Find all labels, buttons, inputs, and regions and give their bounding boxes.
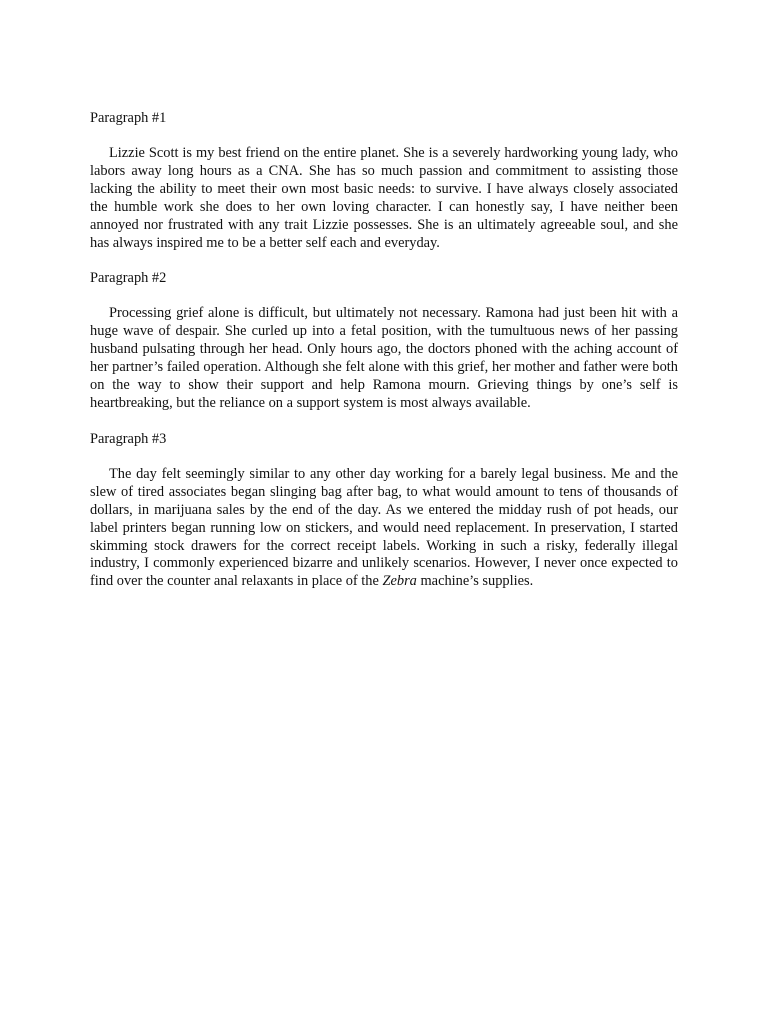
document-page [90,109,678,608]
paragraph-2-heading: Paragraph #2 [90,270,167,287]
paragraph-3-text [90,466,678,591]
paragraph-2-text: Processing grief alone is difficult, but ultimately not necessary. Ramona had just been hit with a huge wave of despair. She curled up into a fetal position, with the tumultuous news of her passing husband pulsating through her head. Only hours ago, the doctors phoned with the aching account of her partner’s failed operation. Although she felt alone with this grief, her mother and father were both on the way to show their support and help Ramona mourn. Grieving things by one’s self is heartbreaking, but the reliance on a support system is most always available. [90,305,678,411]
paragraph-3-heading: Paragraph #3 [90,430,167,447]
paragraph-3-italic-brand: Zebra [382,573,417,590]
paragraph-1-text: Lizzie Scott is my best friend on the entire planet. She is a severely hardworking young lady, who labors away long hours as a CNA. She has so much passion and commitment to assisting those lacking the ability to meet their own most basic needs: to survive. I have always closely associated the humble work she does to her own loving character. I can honestly say, I have neither been annoyed nor frustrated with any trait Lizzie possesses. She is an ultimately agreeable soul, and she has always inspired me to be a better self each and everyday. [90,145,678,251]
paragraph-3-text-start: The day felt seemingly similar to any other day working for a barely legal business. Me and the slew of tired associates began slinging bag after bag, to what would amount to tens of thousands of dollars, in marijuana sales by the end of the day. As we entered the midday rush of pot heads, our label printers began running low on stickers, and would need replacement. In preservation, I started skimming stock drawers for the correct receipt labels. Working in such a risky, federally illegal industry, I commonly experienced bizarre and unlikely scenarios. However, I never once expected to find over the counter anal relaxants in place of the [90,465,678,590]
paragraph-1-heading: Paragraph #1 [90,110,167,126]
paragraph-3-text-end: machine’s supplies. [416,573,534,590]
